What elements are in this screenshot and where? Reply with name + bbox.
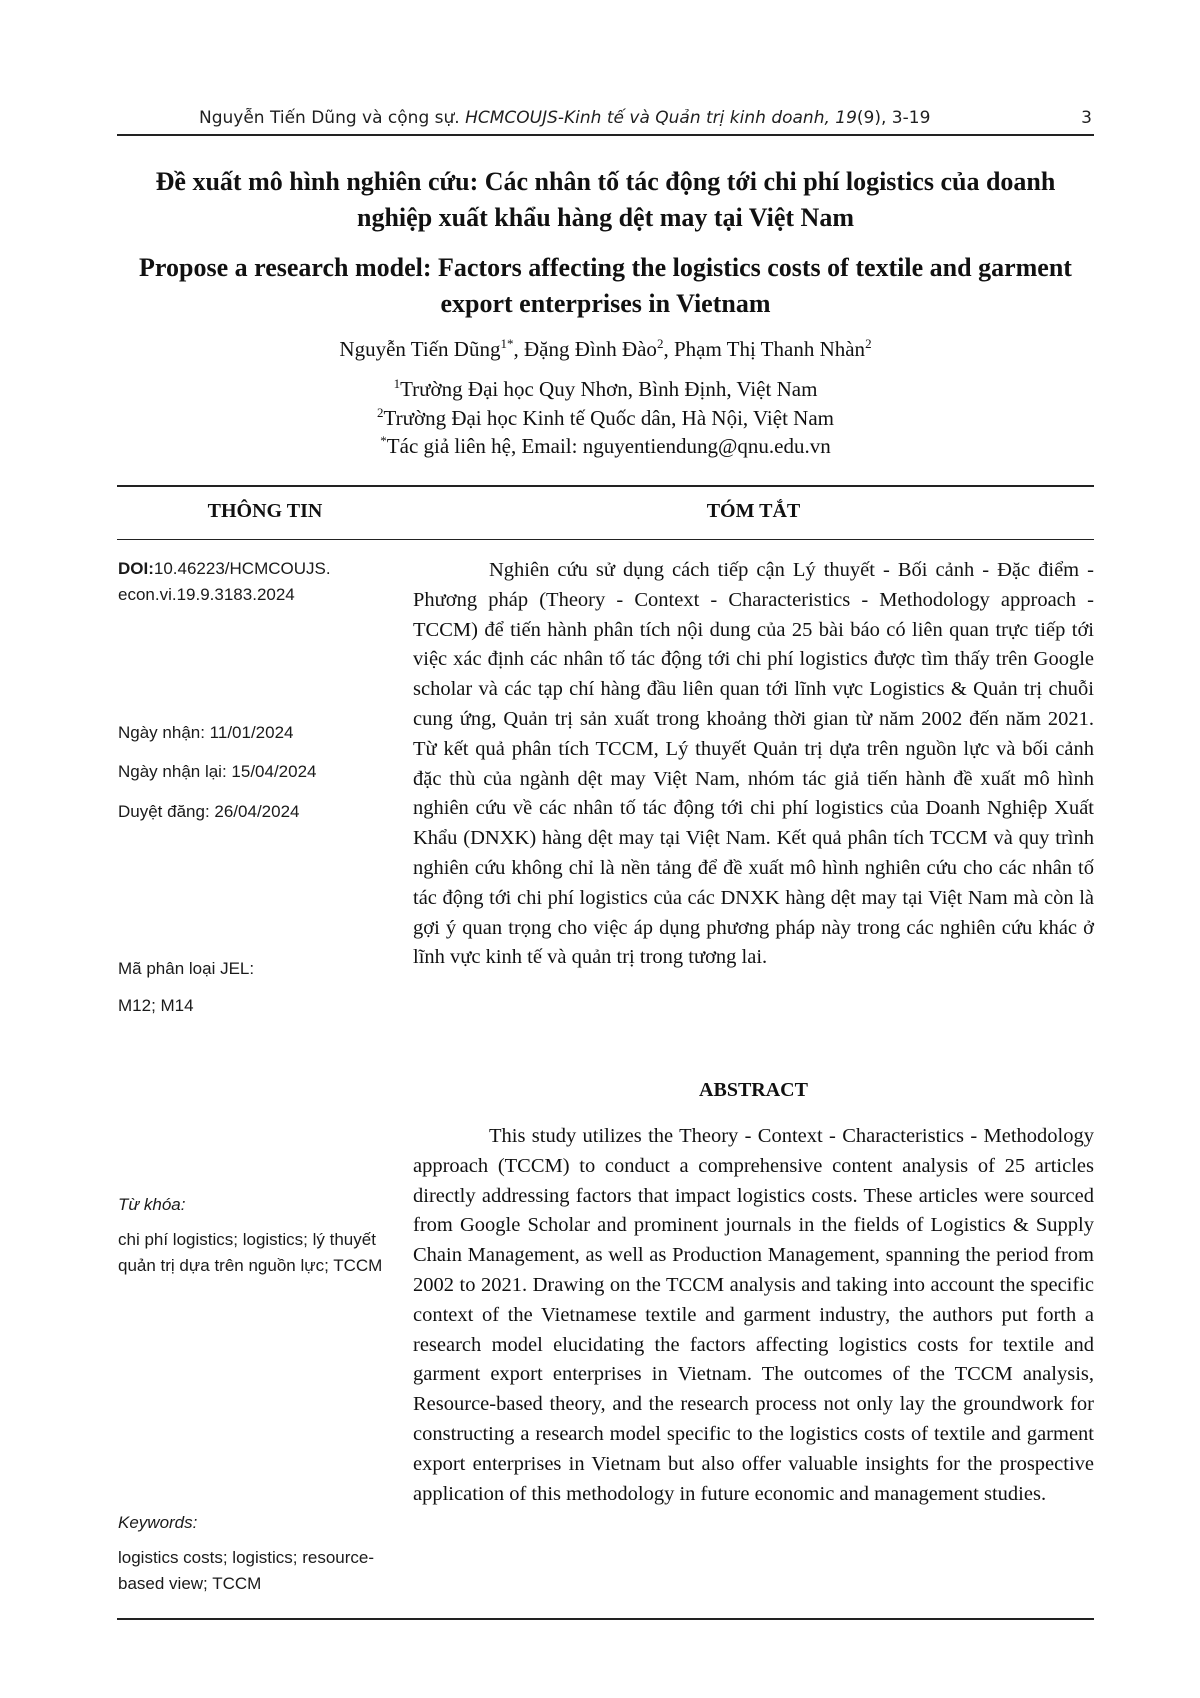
running-head-citation	[199, 108, 930, 128]
affiliation	[117, 404, 1094, 432]
author-name: Phạm Thị Thanh Nhàn	[673, 337, 866, 361]
author-affiliation-mark: 2	[865, 336, 872, 351]
running-head-authors: Nguyễn Tiến Dũng và cộng sự.	[199, 108, 460, 128]
date-revised: Ngày nhận lại: 15/04/2024	[118, 762, 317, 781]
affiliation-text: Tác giả liên hệ, Email: nguyentiendung@qnu.edu.vn	[386, 434, 831, 458]
keywords-vi-label: Từ khóa:	[118, 1195, 186, 1214]
jel-codes: M12; M14	[118, 996, 194, 1015]
doi	[118, 556, 398, 608]
summary-column-header: TÓM TẮT	[706, 500, 801, 522]
jel-label: Mã phân loại JEL:	[118, 959, 255, 978]
running-head-issue: (9), 3-19	[856, 108, 931, 128]
doi-label: DOI:	[118, 559, 154, 578]
author-affiliation-mark: 1*	[500, 336, 514, 351]
date-accepted: Duyệt đăng: 26/04/2024	[118, 802, 300, 821]
running-head-journal: HCMCOUJS-Kinh tế và Quản trị kinh doanh, 19	[465, 108, 857, 128]
author-name: Nguyễn Tiến Dũng	[339, 337, 501, 361]
affiliation-text: Trường Đại học Kinh tế Quốc dân, Hà Nội, Việt Nam	[383, 406, 834, 430]
affiliation	[117, 375, 1094, 403]
corresponding-author	[117, 432, 1094, 460]
abstract-vietnamese: Nghiên cứu sử dụng cách tiếp cận Lý thuyết - Bối cảnh - Đặc điểm - Phương pháp (Theory - Context - Characteristics - Methodology approach - TCCM) để tiến hành phân tích nội dung của 25 bài báo có liên quan trực tiếp tới việc xác định các nhân tố tác động tới chi phí logistics được tìm thấy trên Google scholar và các tạp chí hàng đầu liên quan tới lĩnh vực Logistics & Quản trị chuỗi cung ứng, Quản trị sản xuất trong khoảng thời gian từ năm 2002 đến năm 2021. Từ kết quả phân tích TCCM, Lý thuyết Quản trị dựa trên nguồn lực và bối cảnh đặc thù của ngành dệt may Việt Nam, nhóm tác giả tiến hành đề xuất mô hình nghiên cứu về các nhân tố tác động tới chi phí logistics của Doanh Nghiệp Xuất Khẩu (DNXK) hàng dệt may tại Việt Nam. Kết quả phân tích TCCM và quy trình nghiên cứu không chỉ là nền tảng để đề xuất mô hình nghiên cứu cho các nhân tố tác động tới chi phí logistics của các DNXK hàng dệt may tại Việt Nam mà còn là gợi ý quan trọng cho việc áp dụng phương pháp này trong các nghiên cứu khác ở lĩnh vực kinh tế và quản trị trong tương lai.	[413, 559, 1094, 969]
keywords-vi: chi phí logistics; logistics; lý thuyết quản trị dựa trên nguồn lực; TCCM	[118, 1230, 383, 1275]
author-name: Đặng Đình Đào	[523, 337, 657, 361]
affiliation-mark: 2	[377, 405, 384, 420]
affiliation-mark: 1	[393, 376, 401, 391]
affiliation-mark: *	[380, 433, 387, 448]
author-list: Nguyễn Tiến Dũng$^{1*}$, Đặng Đình Đào$^2$, Phạm Thị Thanh Nhàn$^2$	[339, 336, 872, 361]
title-english: Propose a research model: Factors affecting the logistics costs of textile and garment export enterprises in Vietnam	[139, 253, 1072, 318]
affiliation-text: Trường Đại học Quy Nhơn, Bình Định, Việt Nam	[400, 377, 818, 401]
doi-value: 10.46223/HCMCOUJS. econ.vi.19.9.3183.2024	[118, 559, 331, 604]
abstract-heading: ABSTRACT	[699, 1079, 808, 1101]
keywords-en-label: Keywords:	[118, 1513, 198, 1532]
running-head	[117, 106, 1094, 136]
divider-header	[117, 539, 1094, 540]
author-affiliation-mark: 2	[656, 336, 664, 351]
divider-top	[117, 485, 1094, 487]
date-received: Ngày nhận: 11/01/2024	[118, 723, 294, 742]
page-number: 3	[1081, 108, 1092, 128]
divider-bottom	[117, 1618, 1094, 1620]
title-vietnamese: Đề xuất mô hình nghiên cứu: Các nhân tố tác động tới chi phí logistics của doanh nghiệp xuất khẩu hàng dệt may tại Việt Nam	[155, 167, 1056, 232]
keywords-en: logistics costs; logistics; resource-based view; TCCM	[118, 1548, 375, 1593]
info-column-header: THÔNG TIN	[207, 500, 323, 522]
abstract-english: This study utilizes the Theory - Context - Characteristics - Methodology approach (TCCM) to conduct a comprehensive content analysis of 25 articles directly addressing factors that impact logistics costs. These articles were sourced from Google Scholar and prominent journals in the fields of Logistics & Supply Chain Management, as well as Production Management, spanning the period from 2002 to 2021. Drawing on the TCCM analysis and taking into account the specific context of the Vietnamese textile and garment industry, the authors put forth a research model elucidating the factors affecting logistics costs for textile and garment export enterprises in Vietnam. The outcomes of the TCCM analysis, Resource-based theory, and the research process not only lay the groundwork for constructing a research model specific to the logistics costs of textile and garment export enterprises in Vietnam but also offer valuable insights for the prospective application of this methodology in future economic and management studies.	[413, 1125, 1094, 1505]
